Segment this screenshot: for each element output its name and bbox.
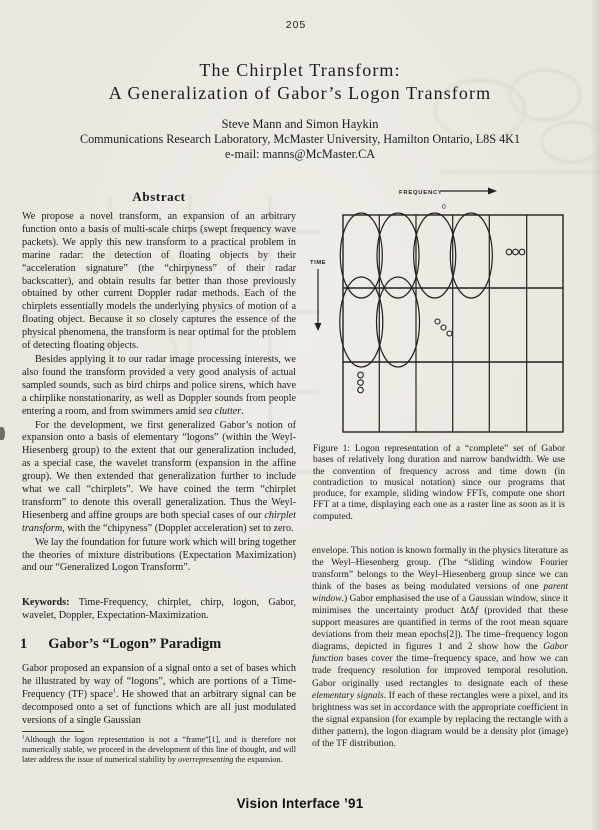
abstract-paragraph-1: We propose a novel transform, an expansion of an arbitrary function onto a basis of multi-scale chirps (swept frequency wave packets). We apply this new transform to a practical problem in marine radar: the detection of floating objects by their “acceleration signature” (the “chirpyness” of their radar backscatter), and obtain results far better than those previously obtained by other current Doppler radar methods. Each of the chirplets essentially models the underlying physics of motion of a floating object. Because it so closely captures the essence of the physical phenomena, the transform is near optimal for the problem of detecting floating objects. (22, 211, 296, 352)
page-number: 205 (285, 19, 307, 31)
keywords-line: Keywords: Time-Frequency, chirplet, chirp, logon, Gabor, wavelet, Doppler, Expectation-Maximization. (22, 597, 296, 621)
abstract-heading: Abstract (132, 189, 186, 204)
figure-1-caption: Figure 1: Logon representation of a “complete” set of Gabor bases of relatively long duration and narrow bandwidth. We use the convention of frequency across and time down (in contradiction to musical notation) since our programs that produce, for example, sliding window FFTs, compute one short FFT at a time, displaying each one as a raster line as soon as it is computed. (313, 444, 565, 522)
affiliation: Communications Research Laboratory, McMaster University, Hamilton Ontario, L8S 4K1 (79, 132, 521, 146)
time-axis-label: TIME (310, 260, 327, 266)
point-cluster-horizontal (506, 249, 525, 255)
abstract-paragraph-2: Besides applying it to our radar image processing interests, we also found the transform provided a very good analysis of actual sampled sounds, such as bird chirps and police sirens, which have a chirplike nonstationarity, as well as Doppler sounds from people entering a room, and from swimmers amid sea clutter. (22, 353, 296, 417)
footnote-text: $^1$Although the logon representation is not a “frame”[1], and is therefore not numerically stable, we proceed in the development of this line of thought, and will later address the issue of numerical stability by overrepresenting the expansion. (22, 734, 296, 765)
abstract-paragraph-3: For the development, we first generalized Gabor’s notion of expansion onto a basis of elementary “logons” (within the Weyl-Hiesenberg group) to the extent that our generalization included, as a special case, the wavelet transform (expansion in the affine group). We then extended that generalization further to include what we call “chirplets”. We have coined the term “chirplet transform” to denote this overall generalization. Thus the Weyl-Hiesenberg and affine groups are both special cases of our chirplet transform, with the “chipyness” (Doppler acceleration) set to zero. (22, 419, 296, 534)
scan-edge-artifact (0, 427, 5, 440)
figure-1-diagram (298, 182, 590, 440)
abstract-body (22, 211, 296, 575)
time-arrow (315, 269, 322, 331)
point-cluster-diagonal (435, 319, 452, 336)
right-column-paragraph: envelope. This notion is known formally in the physics literature as the Weyl–Hiesenberg group. (The “sliding window Fourier transform” belongs to the Weyl–Hiesenberg group since we can think of the bases as being modulated versions of one parent window.) Gabor emphasised the use of a Gaussian window, since it minimises the uncertainty product ΔtΔf (provided that these support measures are quantified in terms of the root mean square deviations from their mean epochs[2]). The time–frequency logon diagrams, depicted in figures 1 and 2 show how the Gabor function bases cover the time–frequency space, and how we can trade frequency resolution for improved temporal resolution. Gabor originally used rectangles to designate each of these elementary signals. If each of these rectangles were a pixel, and its brightness was set in accordance with the appropriate coefficient in the signal expansion (for example by replacing the rectangle with a dither pattern), the logon diagram would be a density plot (image) of the TF distribution. (312, 546, 569, 749)
paper-title-line2: A Generalization of Gabor’s Logon Transform (108, 83, 492, 103)
section-number: 1 (20, 636, 28, 652)
footnote-rule (22, 731, 84, 732)
frequency-origin-label: 0 (442, 202, 446, 211)
authors: Steve Mann and Simon Haykin (221, 117, 379, 131)
paper-title-line1: The Chirplet Transform: (199, 60, 401, 80)
section-1-heading (20, 636, 296, 653)
section-title: Gabor’s “Logon” Paradigm (48, 636, 222, 652)
point-cluster-vertical (358, 372, 364, 393)
frequency-arrow (441, 188, 497, 195)
frequency-axis-label: FREQUENCY (399, 190, 443, 196)
email-address: e-mail: manns@McMaster.CA (225, 147, 375, 161)
section-1-paragraph: Gabor proposed an expansion of a signal onto a set of bases which he illustrated by way of “logons”, which are portions of a Time-Frequency (TF) space$^1$. He showed that an arbitrary signal can be decomposed onto a set of functions which are all just modulated versions of a single Gaussian (22, 663, 296, 726)
abstract-paragraph-4: We lay the foundation for future work which will bring together the theories of mixture distributions (Expectation Maximization) and our “Generalized Logon Transform”. (22, 536, 296, 574)
conference-footer: Vision Interface ’91 (236, 796, 364, 811)
